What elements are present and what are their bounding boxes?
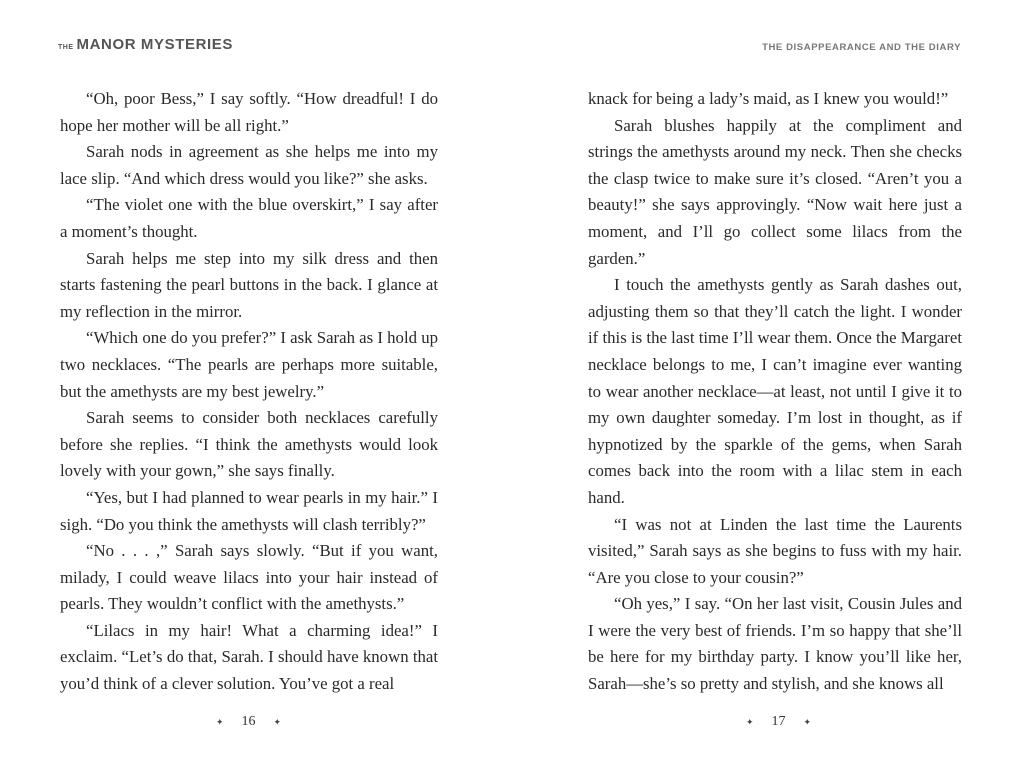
paragraph: Sarah helps me step into my silk dress and then starts fastening the pearl buttons in the back. I glance at my reflection in the mirror. [60, 248, 438, 321]
page-number-left [216, 714, 281, 730]
paragraph: “Lilacs in my hair! What a charming idea!” I exclaim. “Let’s do that, Sarah. I should have known that you’d think of a clever solution. You’ve got a real [60, 620, 438, 694]
ornament-icon: ✦ [216, 716, 224, 727]
page-number: 17 [771, 714, 786, 729]
page-number-right [746, 714, 811, 730]
paragraph: Sarah blushes happily at the compliment and strings the amethysts around my neck. Then she checks the clasp twice to make sure it’s closed. “Aren’t you a beauty!” she says approvingly. “Now wait here just a moment, and I’ll go collect some lilacs from the garden.” [588, 115, 962, 268]
paragraph: Sarah seems to consider both necklaces carefully before she replies. “I think the amethysts would look lovely with your gown,” she says finally. [60, 408, 438, 481]
ornament-icon: ✦ [803, 716, 812, 727]
paragraph: “No . . . ,” Sarah says slowly. “But if you want, milady, I could weave lilacs into your hair instead of pearls. They wouldn’t conflict with the amethysts.” [60, 541, 438, 614]
paragraph-continuation: knack for being a lady’s maid, as I knew you would!” [588, 89, 949, 108]
paragraph: “Oh, poor Bess,” I say softly. “How dreadful! I do hope her mother will be all right.” [60, 89, 438, 135]
ornament-icon: ✦ [746, 716, 754, 727]
paragraph: “I was not at Linden the last time the Laurents visited,” Sarah says as she begins to fuss with my hair. “Are you close to your cousin?” [588, 514, 962, 587]
series-title: MANOR MYSTERIES [76, 36, 234, 53]
ornament-icon: ✦ [273, 716, 282, 727]
paragraph: “The violet one with the blue overskirt,” I say after a moment’s thought. [60, 195, 438, 241]
right-page [512, 0, 1024, 768]
running-header-title: THE DISAPPEARANCE AND THE DIARY [762, 42, 961, 53]
running-header-series [58, 36, 233, 53]
paragraph: Sarah nods in agreement as she helps me into my lace slip. “And which dress would you like?” she asks. [60, 142, 438, 188]
left-body-text [60, 86, 438, 698]
series-prefix: THE [58, 44, 74, 51]
paragraph: “Which one do you prefer?” I ask Sarah as I hold up two necklaces. “The pearls are perhaps more suitable, but the amethysts are my best jewelry.” [60, 328, 438, 401]
page-number: 16 [241, 714, 256, 729]
right-body-text [588, 86, 962, 698]
paragraph: I touch the amethysts gently as Sarah dashes out, adjusting them so that they’ll catch the light. I wonder if this is the last time I’ll wear them. Once the Margaret necklace belongs to me, I can’t imagine ever wanting to wear another necklace—at least, not until I give it to my own daughter someday. I’m lost in thought, as if hypnotized by the sparkle of the gems, when Sarah comes back into the room with a lilac stem in each hand. [588, 275, 962, 507]
paragraph: “Yes, but I had planned to wear pearls in my hair.” I sigh. “Do you think the amethysts will clash terribly?” [60, 487, 438, 534]
paragraph: “Oh yes,” I say. “On her last visit, Cousin Jules and I were the very best of friends. I’m so happy that she’ll be here for my birthday party. I know you’ll like her, Sarah—she’s so pretty and stylish, and she knows all [588, 594, 962, 694]
